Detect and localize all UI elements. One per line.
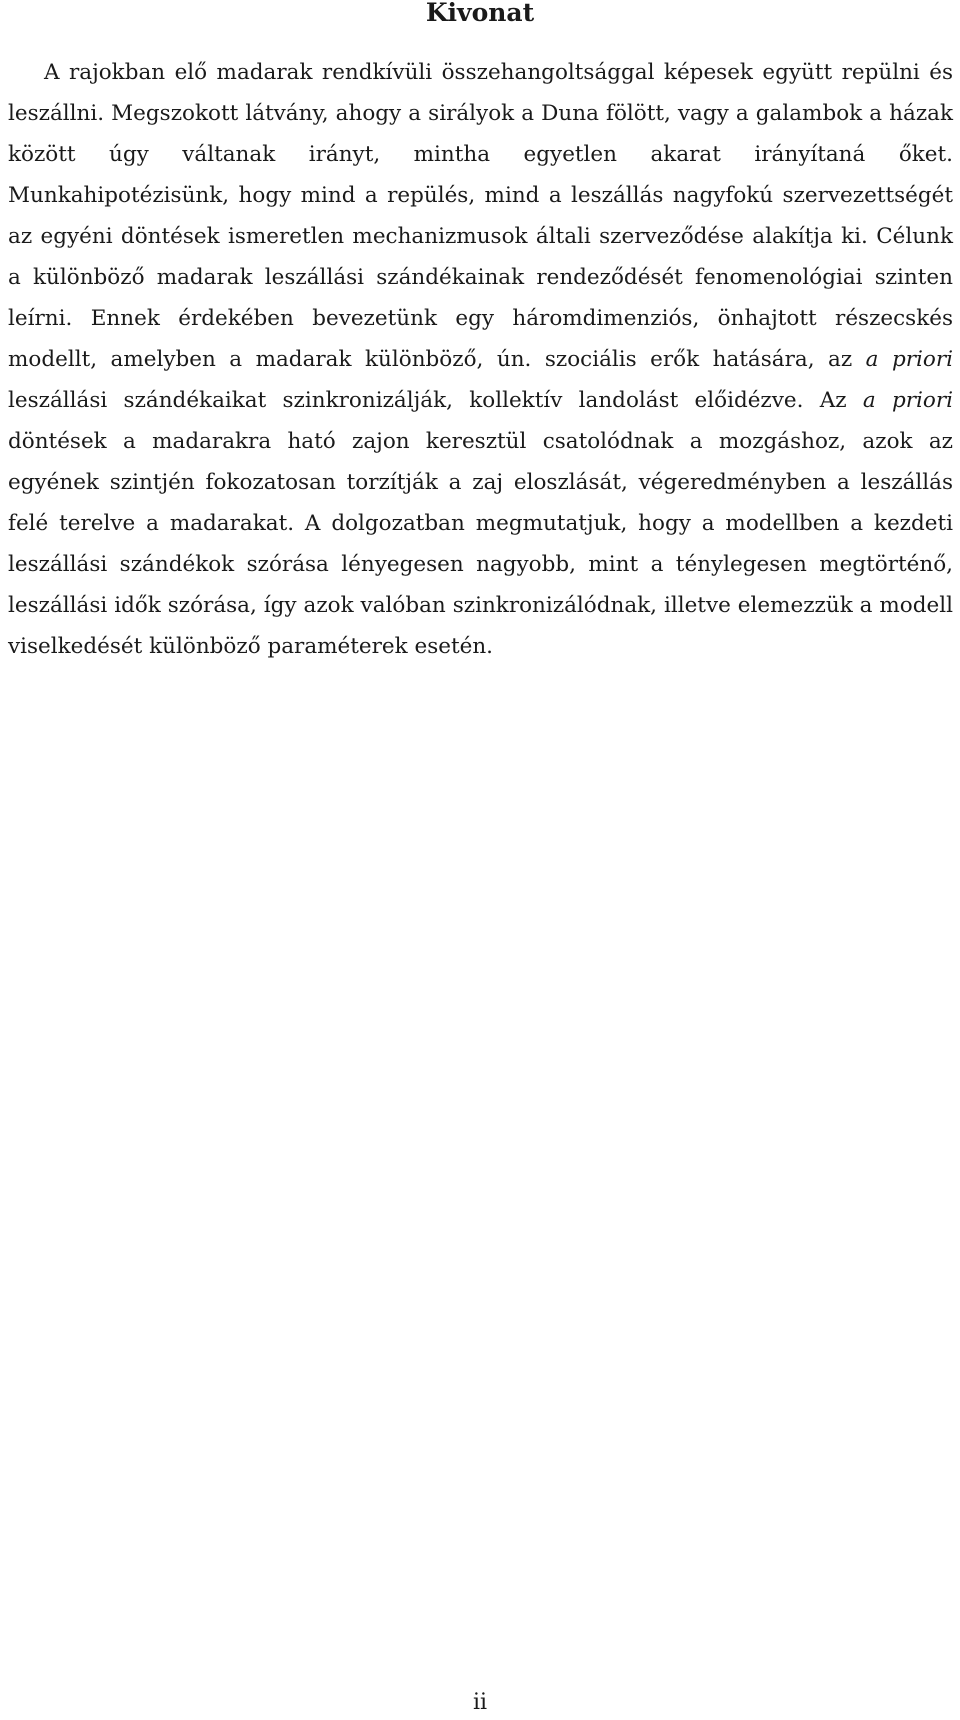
abstract-italic-term-2: a priori (862, 388, 953, 413)
abstract-paragraph (8, 52, 953, 667)
abstract-heading: Kivonat (425, 0, 535, 27)
abstract-text-part-1: A rajokban elő madarak rendkívüli összehangoltsággal képesek együtt repülni és leszállni. Megszokott látvány, ahogy a sirályok a Duna fölött, vagy a galambok a házak között úgy váltanak irányt, mintha egyetlen akarat irányítaná őket. Munkahipotézisünk, hogy mind a repülés, mind a leszállás nagyfokú szervezettségét az egyéni döntések ismeretlen mechanizmusok általi szerveződése alakítja ki. Célunk a különböző madarak leszállási szándékainak rendeződését fenomenológiai szinten leírni. Ennek érdekében bevezetünk egy háromdimenziós, önhajtott részecskés modellt, amelyben a madarak különböző, ún. szociális erők hatására, az (8, 60, 953, 372)
abstract-text-part-2: leszállási szándékaikat szinkronizálják, kollektív landolást előidézve. Az (8, 388, 847, 413)
abstract-italic-term-1: a priori (865, 347, 953, 372)
page-number: ii (472, 1690, 488, 1715)
abstract-text-part-3: döntések a madarakra ható zajon keresztül csatolódnak a mozgáshoz, azok az egyének szintjén fokozatosan torzítják a zaj eloszlását, végeredményben a leszállás felé terelve a madarakat. A dolgozatban megmutatjuk, hogy a modellben a kezdeti leszállási szándékok szórása lényegesen nagyobb, mint a ténylegesen megtörténő, leszállási idők szórása, így azok valóban szinkronizálódnak, illetve elemezzük a modell viselkedését különböző paraméterek esetén. (8, 429, 953, 659)
